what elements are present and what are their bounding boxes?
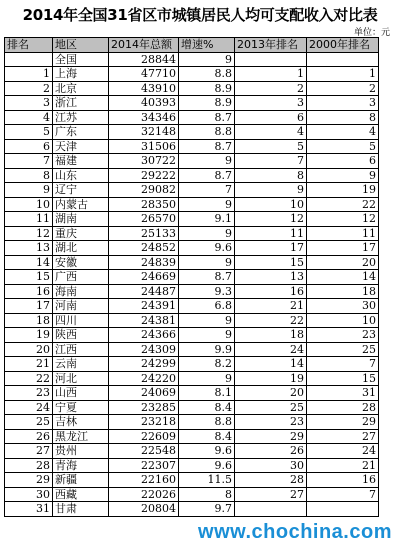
- rank-2000-cell: 29: [307, 415, 379, 430]
- region-cell: 山西: [53, 386, 109, 401]
- growth-cell: 8: [179, 487, 235, 502]
- growth-cell: 8.8: [179, 415, 235, 430]
- region-cell: 黑龙江: [53, 429, 109, 444]
- region-cell: 北京: [53, 81, 109, 96]
- rank-cell: 5: [5, 125, 53, 140]
- rank-2000-cell: 4: [307, 125, 379, 140]
- growth-cell: 8.7: [179, 270, 235, 285]
- table-row: [5, 299, 379, 314]
- table-row: [5, 255, 379, 270]
- table-row: [5, 328, 379, 343]
- table-row: [5, 371, 379, 386]
- region-cell: 天津: [53, 139, 109, 154]
- rank-2013-cell: 22: [235, 313, 307, 328]
- region-cell: 湖北: [53, 241, 109, 256]
- region-cell: 云南: [53, 357, 109, 372]
- table-body: [5, 52, 379, 516]
- growth-cell: 8.7: [179, 139, 235, 154]
- table-row: [5, 473, 379, 488]
- rank-cell: 11: [5, 212, 53, 227]
- income-cell: 47710: [109, 67, 179, 82]
- income-cell: 23218: [109, 415, 179, 430]
- income-cell: 29082: [109, 183, 179, 198]
- growth-cell: 9: [179, 255, 235, 270]
- income-cell: 30722: [109, 154, 179, 169]
- income-cell: 43910: [109, 81, 179, 96]
- rank-2013-cell: 9: [235, 183, 307, 198]
- table-row: [5, 110, 379, 125]
- page-title: 2014年全国31省区市城镇居民人均可支配收入对比表: [22, 6, 378, 24]
- region-cell: 甘肃: [53, 502, 109, 517]
- rank-2000-cell: 14: [307, 270, 379, 285]
- rank-2000-cell: 25: [307, 342, 379, 357]
- region-cell: 福建: [53, 154, 109, 169]
- region-cell: 辽宁: [53, 183, 109, 198]
- table-row: [5, 139, 379, 154]
- income-cell: 24381: [109, 313, 179, 328]
- rank-cell: 19: [5, 328, 53, 343]
- region-cell: 西藏: [53, 487, 109, 502]
- rank-2013-cell: 23: [235, 415, 307, 430]
- rank-cell: 7: [5, 154, 53, 169]
- growth-cell: 9: [179, 371, 235, 386]
- rank-cell: 4: [5, 110, 53, 125]
- table-row: [5, 241, 379, 256]
- rank-2000-cell: [307, 52, 379, 67]
- rank-2000-cell: 7: [307, 357, 379, 372]
- rank-2000-cell: 24: [307, 444, 379, 459]
- rank-cell: 25: [5, 415, 53, 430]
- growth-cell: 9.9: [179, 342, 235, 357]
- rank-2013-cell: 8: [235, 168, 307, 183]
- region-cell: 江西: [53, 342, 109, 357]
- income-cell: 24669: [109, 270, 179, 285]
- growth-cell: 8.1: [179, 386, 235, 401]
- rank-2013-cell: 30: [235, 458, 307, 473]
- income-cell: 32148: [109, 125, 179, 140]
- income-cell: 22307: [109, 458, 179, 473]
- rank-cell: 26: [5, 429, 53, 444]
- rank-2000-cell: 15: [307, 371, 379, 386]
- rank-cell: 23: [5, 386, 53, 401]
- header-region: 地区: [53, 38, 109, 53]
- table-row: [5, 168, 379, 183]
- growth-cell: 8.8: [179, 67, 235, 82]
- region-cell: 青海: [53, 458, 109, 473]
- rank-2000-cell: 12: [307, 212, 379, 227]
- growth-cell: 11.5: [179, 473, 235, 488]
- income-cell: 24220: [109, 371, 179, 386]
- rank-2013-cell: 6: [235, 110, 307, 125]
- table-row: [5, 415, 379, 430]
- growth-cell: 9: [179, 154, 235, 169]
- region-cell: 海南: [53, 284, 109, 299]
- growth-cell: 9.6: [179, 458, 235, 473]
- table-row: [5, 313, 379, 328]
- income-cell: 24069: [109, 386, 179, 401]
- growth-cell: 8.4: [179, 400, 235, 415]
- growth-cell: 9.3: [179, 284, 235, 299]
- growth-cell: 8.2: [179, 357, 235, 372]
- table-row: [5, 81, 379, 96]
- rank-2000-cell: 28: [307, 400, 379, 415]
- rank-2013-cell: 15: [235, 255, 307, 270]
- rank-cell: 17: [5, 299, 53, 314]
- rank-cell: 8: [5, 168, 53, 183]
- income-cell: 25133: [109, 226, 179, 241]
- rank-2013-cell: 25: [235, 400, 307, 415]
- rank-cell: 20: [5, 342, 53, 357]
- region-cell: 湖南: [53, 212, 109, 227]
- table-row: [5, 284, 379, 299]
- income-cell: 40393: [109, 96, 179, 111]
- region-cell: 重庆: [53, 226, 109, 241]
- watermark-logo: www.chochina.com: [198, 521, 392, 543]
- growth-cell: 9.6: [179, 241, 235, 256]
- rank-2000-cell: 23: [307, 328, 379, 343]
- income-cell: 24309: [109, 342, 179, 357]
- rank-2000-cell: 3: [307, 96, 379, 111]
- region-cell: 宁夏: [53, 400, 109, 415]
- rank-2000-cell: 5: [307, 139, 379, 154]
- region-cell: 贵州: [53, 444, 109, 459]
- rank-2013-cell: 24: [235, 342, 307, 357]
- rank-2013-cell: 14: [235, 357, 307, 372]
- income-cell: 28350: [109, 197, 179, 212]
- table-row: [5, 212, 379, 227]
- region-cell: 上海: [53, 67, 109, 82]
- rank-2000-cell: 6: [307, 154, 379, 169]
- table-row: [5, 444, 379, 459]
- table-row: [5, 487, 379, 502]
- region-cell: 广西: [53, 270, 109, 285]
- region-cell: 山东: [53, 168, 109, 183]
- region-cell: 陕西: [53, 328, 109, 343]
- rank-2000-cell: 16: [307, 473, 379, 488]
- rank-2000-cell: 31: [307, 386, 379, 401]
- region-cell: 全国: [53, 52, 109, 67]
- growth-cell: 9: [179, 328, 235, 343]
- rank-2000-cell: 20: [307, 255, 379, 270]
- rank-2013-cell: 1: [235, 67, 307, 82]
- rank-2013-cell: 21: [235, 299, 307, 314]
- income-cell: 24852: [109, 241, 179, 256]
- table-row: [5, 183, 379, 198]
- income-cell: 22160: [109, 473, 179, 488]
- table-row: [5, 67, 379, 82]
- table-row: [5, 429, 379, 444]
- rank-2013-cell: 12: [235, 212, 307, 227]
- rank-cell: 18: [5, 313, 53, 328]
- income-cell: 24299: [109, 357, 179, 372]
- rank-2013-cell: 11: [235, 226, 307, 241]
- rank-cell: 6: [5, 139, 53, 154]
- income-cell: 28844: [109, 52, 179, 67]
- rank-2013-cell: 19: [235, 371, 307, 386]
- rank-2013-cell: 29: [235, 429, 307, 444]
- rank-2000-cell: 2: [307, 81, 379, 96]
- income-table: [4, 37, 379, 517]
- rank-2000-cell: [307, 502, 379, 517]
- rank-cell: 12: [5, 226, 53, 241]
- rank-cell: 16: [5, 284, 53, 299]
- region-cell: 吉林: [53, 415, 109, 430]
- income-cell: 34346: [109, 110, 179, 125]
- income-cell: 22548: [109, 444, 179, 459]
- growth-cell: 9.7: [179, 502, 235, 517]
- rank-2013-cell: [235, 502, 307, 517]
- rank-cell: 10: [5, 197, 53, 212]
- rank-2000-cell: 8: [307, 110, 379, 125]
- table-row: [5, 502, 379, 517]
- table-row: [5, 357, 379, 372]
- region-cell: 新疆: [53, 473, 109, 488]
- growth-cell: 8.9: [179, 81, 235, 96]
- growth-cell: 9: [179, 313, 235, 328]
- rank-2013-cell: 5: [235, 139, 307, 154]
- table-row: [5, 154, 379, 169]
- table-row: [5, 125, 379, 140]
- rank-2013-cell: [235, 52, 307, 67]
- rank-2000-cell: 17: [307, 241, 379, 256]
- table-row: [5, 342, 379, 357]
- rank-2000-cell: 19: [307, 183, 379, 198]
- rank-2013-cell: 3: [235, 96, 307, 111]
- rank-cell: 21: [5, 357, 53, 372]
- table-row: [5, 458, 379, 473]
- rank-2000-cell: 21: [307, 458, 379, 473]
- rank-cell: 31: [5, 502, 53, 517]
- rank-2000-cell: 10: [307, 313, 379, 328]
- rank-cell: 27: [5, 444, 53, 459]
- growth-cell: 8.4: [179, 429, 235, 444]
- table-row: [5, 386, 379, 401]
- table-row: [5, 197, 379, 212]
- table-header-row: [5, 38, 379, 53]
- growth-cell: 9: [179, 52, 235, 67]
- region-cell: 江苏: [53, 110, 109, 125]
- rank-2013-cell: 18: [235, 328, 307, 343]
- region-cell: 浙江: [53, 96, 109, 111]
- income-cell: 22026: [109, 487, 179, 502]
- rank-2013-cell: 26: [235, 444, 307, 459]
- rank-cell: 28: [5, 458, 53, 473]
- rank-2013-cell: 4: [235, 125, 307, 140]
- rank-2000-cell: 9: [307, 168, 379, 183]
- rank-2013-cell: 28: [235, 473, 307, 488]
- growth-cell: 6.8: [179, 299, 235, 314]
- rank-2000-cell: 1: [307, 67, 379, 82]
- header-rank-2013: 2013年排名: [235, 38, 307, 53]
- rank-cell: [5, 52, 53, 67]
- region-cell: 河北: [53, 371, 109, 386]
- header-rank: 排名: [5, 38, 53, 53]
- rank-2000-cell: 7: [307, 487, 379, 502]
- rank-cell: 9: [5, 183, 53, 198]
- rank-2013-cell: 10: [235, 197, 307, 212]
- growth-cell: 8.8: [179, 125, 235, 140]
- growth-cell: 8.7: [179, 168, 235, 183]
- rank-cell: 14: [5, 255, 53, 270]
- header-growth: 增速%: [179, 38, 235, 53]
- rank-2013-cell: 16: [235, 284, 307, 299]
- growth-cell: 8.9: [179, 96, 235, 111]
- rank-cell: 24: [5, 400, 53, 415]
- table-row: [5, 226, 379, 241]
- growth-cell: 8.7: [179, 110, 235, 125]
- rank-2013-cell: 2: [235, 81, 307, 96]
- rank-cell: 1: [5, 67, 53, 82]
- table-row: [5, 400, 379, 415]
- rank-cell: 29: [5, 473, 53, 488]
- income-cell: 24366: [109, 328, 179, 343]
- growth-cell: 7: [179, 183, 235, 198]
- income-cell: 31506: [109, 139, 179, 154]
- income-cell: 24391: [109, 299, 179, 314]
- rank-2013-cell: 13: [235, 270, 307, 285]
- unit-label: 单位：元: [353, 28, 390, 38]
- region-cell: 河南: [53, 299, 109, 314]
- region-cell: 四川: [53, 313, 109, 328]
- rank-2000-cell: 27: [307, 429, 379, 444]
- income-cell: 23285: [109, 400, 179, 415]
- rank-cell: 2: [5, 81, 53, 96]
- table-row: [5, 96, 379, 111]
- growth-cell: 9: [179, 197, 235, 212]
- table-row: [5, 270, 379, 285]
- rank-cell: 13: [5, 241, 53, 256]
- rank-cell: 15: [5, 270, 53, 285]
- income-cell: 24839: [109, 255, 179, 270]
- income-cell: 24487: [109, 284, 179, 299]
- income-cell: 20804: [109, 502, 179, 517]
- region-cell: 内蒙古: [53, 197, 109, 212]
- income-cell: 29222: [109, 168, 179, 183]
- rank-2013-cell: 17: [235, 241, 307, 256]
- region-cell: 安徽: [53, 255, 109, 270]
- rank-2000-cell: 11: [307, 226, 379, 241]
- region-cell: 广东: [53, 125, 109, 140]
- rank-2000-cell: 30: [307, 299, 379, 314]
- table-row: [5, 52, 379, 67]
- rank-2013-cell: 27: [235, 487, 307, 502]
- rank-cell: 3: [5, 96, 53, 111]
- growth-cell: 9: [179, 226, 235, 241]
- growth-cell: 9.6: [179, 444, 235, 459]
- header-rank-2000: 2000年排名: [307, 38, 379, 53]
- rank-cell: 22: [5, 371, 53, 386]
- rank-cell: 30: [5, 487, 53, 502]
- growth-cell: 9.1: [179, 212, 235, 227]
- rank-2000-cell: 22: [307, 197, 379, 212]
- rank-2013-cell: 7: [235, 154, 307, 169]
- rank-2013-cell: 20: [235, 386, 307, 401]
- header-income-2014: 2014年总额: [109, 38, 179, 53]
- rank-2000-cell: 18: [307, 284, 379, 299]
- income-cell: 22609: [109, 429, 179, 444]
- income-cell: 26570: [109, 212, 179, 227]
